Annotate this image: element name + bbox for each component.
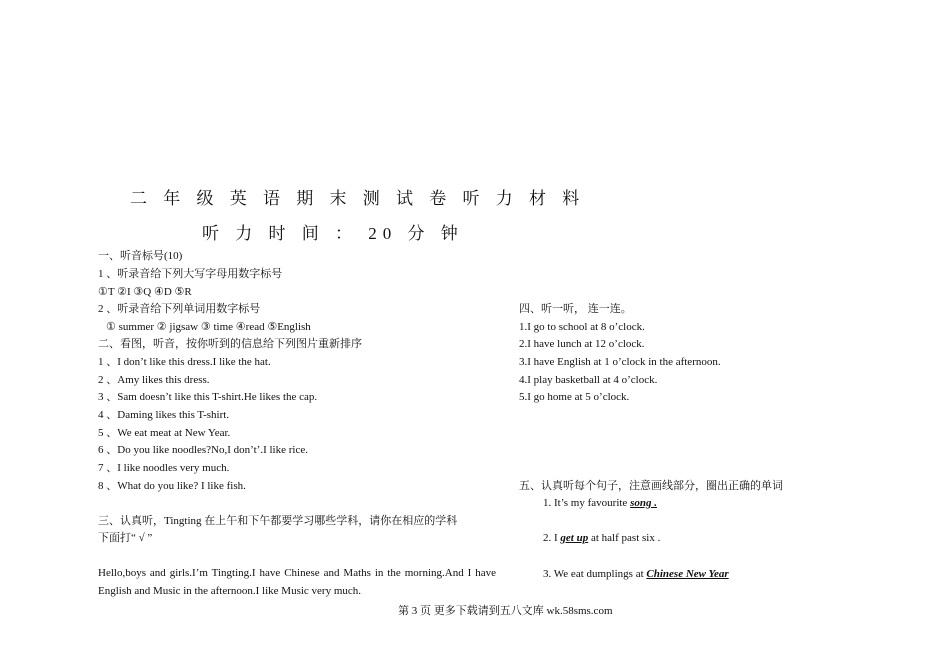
page-footer: 第 3 页 更多下载请到五八文库 wk.58sms.com bbox=[398, 605, 613, 617]
section-5-item bbox=[543, 496, 657, 511]
section-1-question-1: 1 、听录音给下列大写字母用数字标号 bbox=[98, 268, 283, 280]
section-2-item: 5 、We eat meat at New Year. bbox=[98, 427, 231, 439]
item-text: 1. It’s my favourite bbox=[543, 497, 631, 509]
section-2-item: 4 、Daming likes this T-shirt. bbox=[98, 409, 230, 421]
page-subtitle: 听 力 时 间 ： 20 分 钟 bbox=[202, 224, 464, 243]
section-2-item: 8 、What do you like? I like fish. bbox=[98, 480, 246, 492]
section-2-heading: 二、看图，听音，按你听到的信息给下列图片重新排序 bbox=[98, 338, 362, 350]
section-2-item: 6 、Do you like noodles?No,I don’t’.I like rice. bbox=[98, 444, 308, 456]
section-3-heading: 三、认真听，Tingting 在上午和下午都要学习哪些学科，请你在相应的学科 bbox=[98, 515, 458, 527]
section-2-item: 1 、I don’t like this dress.I like the hat. bbox=[98, 356, 271, 368]
section-1-heading: 一、听音标号(10) bbox=[98, 250, 183, 262]
section-4-item: 2.I have lunch at 12 o’clock. bbox=[519, 338, 645, 350]
item-text: 2. I bbox=[543, 532, 561, 544]
underlined-word: song . bbox=[630, 497, 657, 509]
section-1-question-2: 2 、听录音给下列单词用数字标号 bbox=[98, 303, 261, 315]
section-5-item bbox=[543, 531, 660, 546]
section-4-item: 4.I play basketball at 4 o’clock. bbox=[519, 374, 658, 386]
section-4-heading: 四、听一听， 连一连。 bbox=[519, 303, 632, 315]
section-3-paragraph: Hello,boys and girls.I’m Tingting.I have Chinese and Maths in the morning.And I have English and Music in the afternoon.I like Music very much. bbox=[98, 567, 496, 597]
item-text: at half past six . bbox=[588, 532, 661, 544]
section-3-heading-line-2: 下面打“ √ ” bbox=[98, 532, 153, 544]
section-5-heading: 五、认真听每个句子，注意画线部分，圈出正确的单词 bbox=[519, 480, 783, 492]
section-4-item: 3.I have English at 1 o’clock in the afternoon. bbox=[519, 356, 721, 368]
section-5-item bbox=[543, 567, 729, 582]
section-4-item: 1.I go to school at 8 o’clock. bbox=[519, 321, 645, 333]
section-1-question-2-options: ① summer ② jigsaw ③ time ④read ⑤English bbox=[106, 321, 311, 333]
underlined-word: Chinese New Year bbox=[646, 568, 729, 580]
section-2-item: 3 、Sam doesn’t like this T-shirt.He likes the cap. bbox=[98, 391, 318, 403]
section-2-item: 7 、I like noodles very much. bbox=[98, 462, 230, 474]
section-4-item: 5.I go home at 5 o’clock. bbox=[519, 391, 630, 403]
item-text: 3. We eat dumplings at bbox=[543, 568, 647, 580]
section-1-question-1-options: ①T ②I ③Q ④D ⑤R bbox=[98, 286, 192, 298]
section-2-item: 2 、Amy likes this dress. bbox=[98, 374, 210, 386]
page-title: 二 年 级 英 语 期 末 测 试 卷 听 力 材 料 bbox=[130, 189, 586, 208]
underlined-word: get up bbox=[560, 532, 589, 544]
